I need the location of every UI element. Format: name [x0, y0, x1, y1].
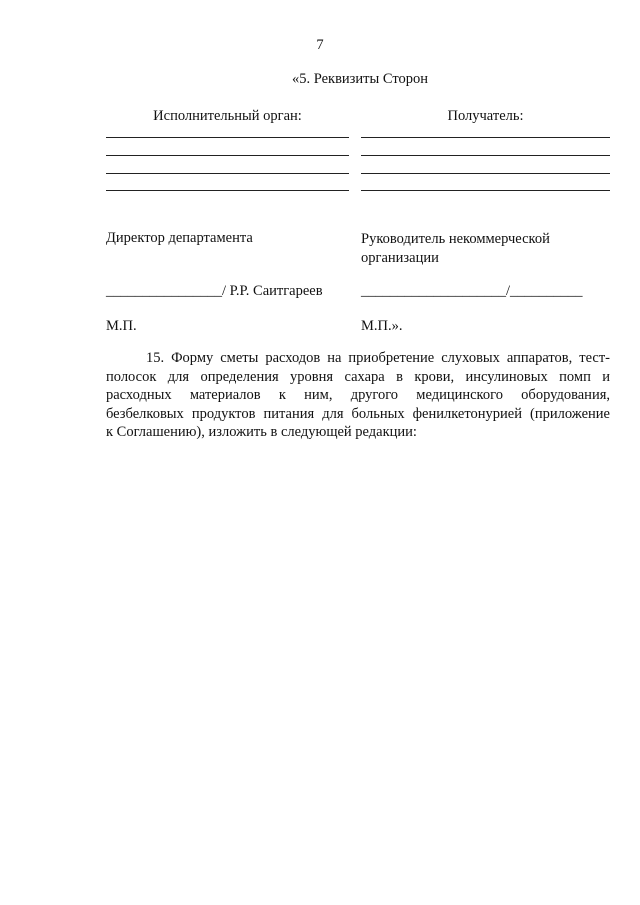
executive-body-requisite-line — [106, 137, 349, 138]
recipient-requisite-line — [361, 155, 610, 156]
recipient-heading: Получатель: — [447, 108, 524, 124]
executive-body-heading: Исполнительный орган: — [153, 108, 302, 124]
recipient-requisite-line — [361, 190, 610, 191]
paragraph-line: полосок для определения уровня сахара в крови, инсулиновых помп и — [106, 368, 610, 385]
page-number: 7 — [316, 37, 324, 53]
executive-position: Директор департамента — [106, 230, 253, 246]
recipient-position: Руководитель некоммерческой организации — [361, 231, 550, 266]
paragraph-line: безбелковых продуктов питания для больных фенилкетонурией (приложение — [106, 405, 610, 422]
recipient-requisite-line — [361, 137, 610, 138]
executive-signature-line: ________________/ Р.Р. Саитгареев — [106, 283, 323, 299]
paragraph-line: 15. Форму сметы расходов на приобретение слуховых аппаратов, тест- — [146, 350, 610, 366]
recipient-signature-line: ____________________/__________ — [361, 283, 583, 299]
recipient-requisite-line — [361, 173, 610, 174]
executive-stamp-place: М.П. — [106, 318, 137, 334]
section-title: «5. Реквизиты Сторон — [291, 71, 429, 87]
paragraph-line: расходных материалов к ним, другого медицинского оборудования, — [106, 387, 610, 404]
executive-body-requisite-line — [106, 190, 349, 191]
paragraph-line: к Соглашению), изложить в следующей редакции: — [106, 424, 417, 441]
executive-body-requisite-line — [106, 155, 349, 156]
recipient-stamp-place: М.П.». — [361, 318, 403, 334]
paragraph-15 — [106, 349, 610, 442]
executive-body-requisite-line — [106, 173, 349, 174]
